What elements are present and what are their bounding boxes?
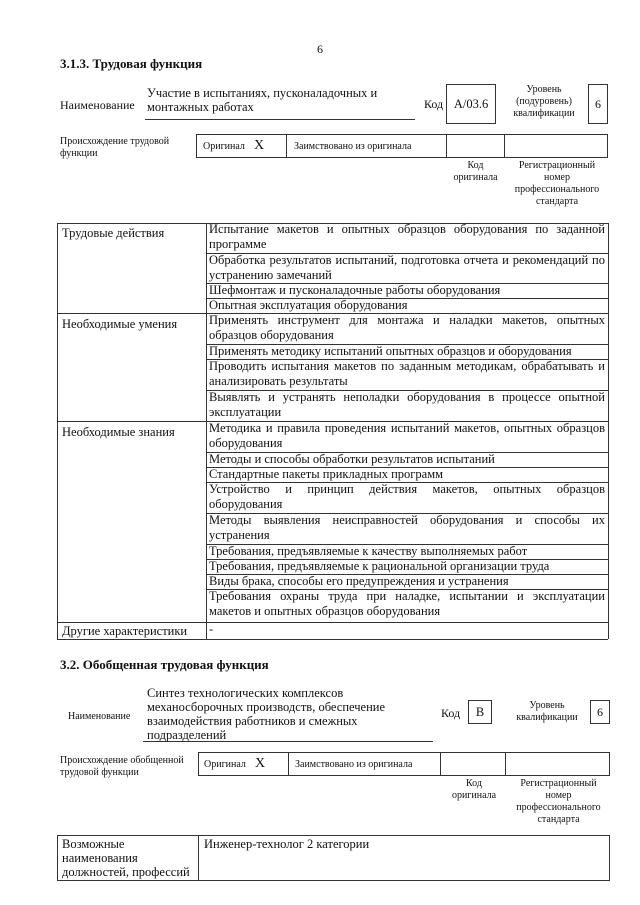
group-label-other: Другие характеристики bbox=[62, 624, 188, 638]
table-row: Методы выявления неисправностей оборудования и способы их устранения bbox=[209, 513, 605, 542]
original-mark: X bbox=[254, 138, 265, 153]
name-label-2: Наименование bbox=[68, 711, 131, 722]
origin-divider bbox=[504, 134, 505, 158]
level-label: Уровень (подуровень) квалификации bbox=[513, 84, 575, 119]
code-original-label-2: Код оригинала bbox=[451, 778, 497, 801]
name-value: Участие в испытаниях, пусконаладочных и монтажных работах bbox=[147, 86, 378, 114]
positions-label: Возможные наименования должностей, профессий bbox=[62, 837, 190, 879]
table-row: - bbox=[209, 622, 214, 636]
code-value-2: В bbox=[475, 705, 485, 719]
table-row: Применять инструмент для монтажа и наладки макетов, опытных образцов оборудования bbox=[209, 313, 605, 342]
reg-number-label: Регистрационный номер профессионального стандарта bbox=[514, 160, 600, 207]
table-row: Методика и правила проведения испытаний макетов, опытных образцов оборудования bbox=[209, 421, 605, 450]
table-row: Виды брака, способы его предупреждения и устранения bbox=[209, 574, 509, 588]
original-mark-2: X bbox=[255, 756, 266, 771]
table-row: Шефмонтаж и пусконаладочные работы оборудования bbox=[209, 283, 501, 297]
page-number: 6 bbox=[317, 42, 323, 56]
original-label-2: Оригинал bbox=[204, 759, 246, 770]
table-row: Требования, предъявляемые к качеству выполняемых работ bbox=[209, 544, 528, 558]
level-label-2: Уровень квалификации bbox=[516, 700, 578, 723]
borrowed-label-2: Заимствовано из оригинала bbox=[295, 759, 413, 770]
code-label-2: Код bbox=[441, 706, 461, 720]
table-row: Испытание макетов и опытных образцов оборудования по заданной программе bbox=[209, 222, 605, 251]
origin-divider-2 bbox=[440, 752, 441, 776]
original-label: Оригинал bbox=[203, 141, 245, 152]
reg-number-label-2: Регистрационный номер профессионального стандарта bbox=[516, 778, 601, 825]
table-right-border bbox=[608, 223, 609, 639]
table-row: Методы и способы обработки результатов испытаний bbox=[209, 452, 495, 466]
code-value: А/03.6 bbox=[453, 97, 489, 111]
table-row: Проводить испытания макетов по заданным методикам, обрабатывать и анализировать результаты bbox=[209, 359, 605, 388]
table-row: Устройство и принцип действия макетов, опытных образцов оборудования bbox=[209, 482, 605, 511]
name-value-2: Синтез технологических комплексов механосборочных производств, обеспечение взаимодействия работников и смежных подразделений bbox=[147, 686, 386, 742]
section-heading: 3.1.3. Трудовая функция bbox=[60, 56, 203, 71]
table-row: Требования охраны труда при наладке, испытании и эксплуатации макетов и опытных образцов оборудования bbox=[209, 589, 605, 618]
positions-value: Инженер-технолог 2 категории bbox=[204, 837, 370, 851]
group-label-skills: Необходимые умения bbox=[62, 317, 178, 331]
level-value-2: 6 bbox=[597, 705, 603, 719]
table-row: Стандартные пакеты прикладных программ bbox=[209, 467, 444, 481]
table-row: Выявлять и устранять неполадки оборудования в процессе опытной эксплуатации bbox=[209, 390, 605, 419]
origin-divider bbox=[446, 134, 447, 158]
origin-divider bbox=[286, 134, 287, 158]
origin-divider-2 bbox=[505, 752, 506, 776]
table-bottom-border bbox=[57, 639, 608, 640]
table-row: Обработка результатов испытаний, подготовка отчета и рекомендаций по устранению замечаний bbox=[209, 253, 605, 282]
origin-label: Происхождение трудовой функции bbox=[60, 136, 170, 159]
table-row: Требования, предъявляемые к рациональной организации труда bbox=[209, 559, 550, 573]
name-label: Наименование bbox=[60, 98, 135, 112]
borrowed-label: Заимствовано из оригинала bbox=[294, 141, 412, 152]
origin-label-2: Происхождение обобщенной трудовой функции bbox=[60, 755, 184, 778]
table-row: Опытная эксплуатация оборудования bbox=[209, 298, 408, 312]
table-column-divider bbox=[206, 223, 207, 639]
table-row: Применять методику испытаний опытных образцов и оборудования bbox=[209, 344, 572, 358]
table-column-divider-2 bbox=[198, 835, 199, 881]
group-label-actions: Трудовые действия bbox=[62, 226, 165, 240]
level-value: 6 bbox=[595, 97, 601, 111]
code-original-label: Код оригинала bbox=[453, 160, 498, 183]
group-label-knowledge: Необходимые знания bbox=[62, 425, 175, 439]
origin-divider-2 bbox=[288, 752, 289, 776]
section-heading-2: 3.2. Обобщенная трудовая функция bbox=[60, 657, 269, 672]
code-label: Код bbox=[424, 97, 444, 111]
